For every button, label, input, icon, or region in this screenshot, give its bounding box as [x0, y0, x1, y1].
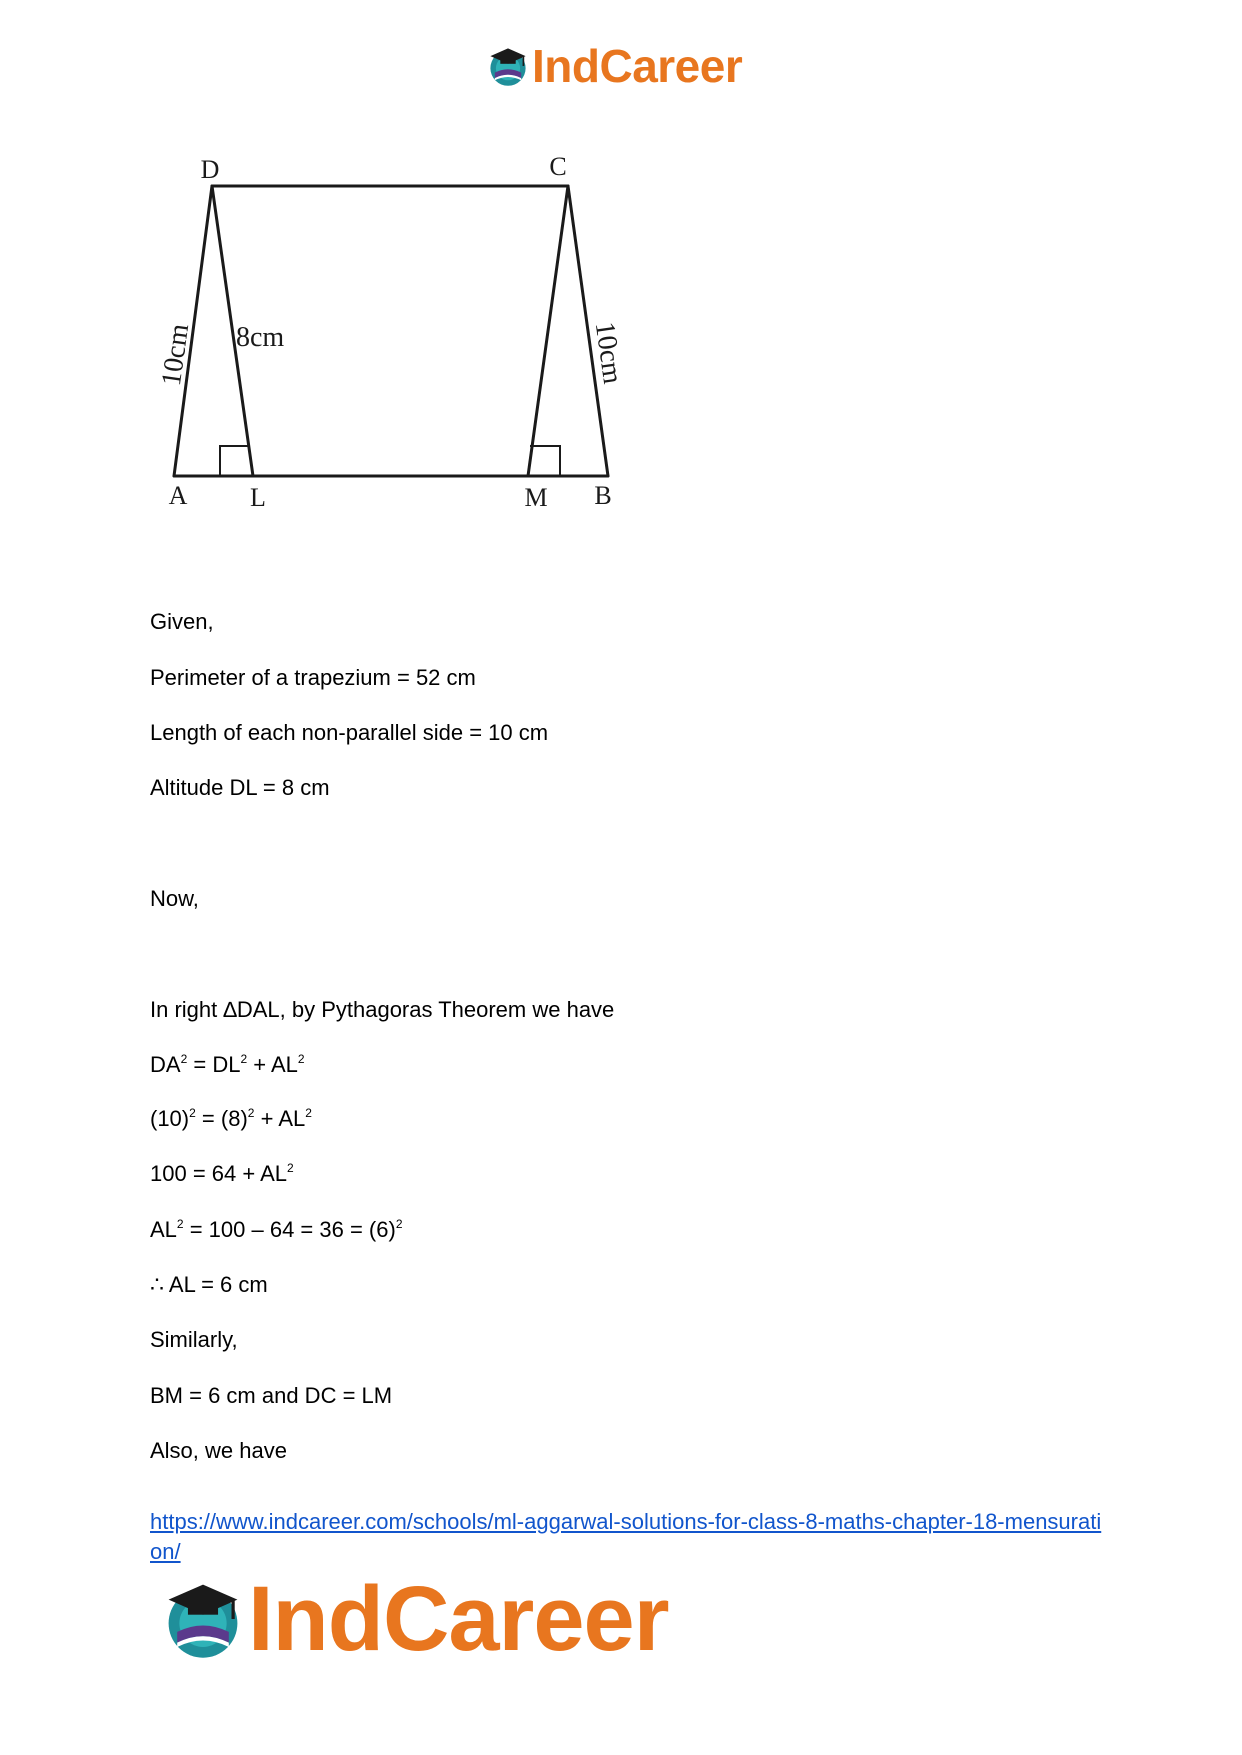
text-altitude: Altitude DL = 8 cm	[150, 775, 330, 800]
footer-logo	[160, 1568, 669, 1670]
equation-4: $AL^2 = 100 - 64 = 36 = (6)^2$	[150, 1217, 403, 1242]
right-angle-l	[220, 446, 250, 476]
text-bm: BM = 6 cm and DC = LM	[150, 1383, 393, 1408]
side-label-dl: 8cm	[236, 322, 285, 353]
right-angle-m	[530, 446, 560, 476]
text-nonparallel: Length of each non-parallel side = 10 cm	[150, 720, 549, 745]
graduation-cap-book-icon	[486, 44, 530, 88]
text-similarly: Similarly,	[150, 1327, 238, 1352]
vertex-label-d: D	[200, 155, 220, 184]
source-link[interactable]: https://www.indcareer.com/schools/ml-aggarwal-solutions-for-class-8-maths-chapter-18-mensuration/	[150, 1509, 1102, 1564]
logo-wordmark: IndCareer	[532, 40, 743, 92]
vertex-label-a: A	[168, 481, 188, 510]
side-label-cb: 10cm	[588, 319, 629, 386]
vertex-label-m: M	[524, 483, 548, 512]
vertex-label-c: C	[549, 152, 567, 181]
altitude-cm	[528, 186, 568, 476]
side-label-ad: 10cm	[155, 321, 196, 388]
text-pythagoras: In right ∆DAL, by Pythagoras Theorem we have	[150, 997, 615, 1022]
trapezium-figure	[150, 148, 630, 518]
vertex-label-b: B	[594, 481, 612, 510]
logo-wordmark: IndCareer	[248, 1568, 669, 1670]
equation-3: $100 = 64 + AL^2$	[150, 1161, 294, 1186]
header-logo	[486, 40, 742, 92]
graduation-cap-book-icon	[160, 1576, 246, 1662]
equation-2: $(10)^2 = (8)^2 + AL^2$	[150, 1106, 312, 1131]
text-therefore: ∴ AL = 6 cm	[150, 1272, 268, 1297]
equation-1: $DA^2 = DL^2 + AL^2$	[150, 1052, 305, 1077]
text-now: Now,	[150, 886, 199, 911]
text-perimeter: Perimeter of a trapezium = 52 cm	[150, 665, 476, 690]
text-also: Also, we have	[150, 1438, 287, 1463]
text-given: Given,	[150, 609, 214, 634]
vertex-label-l: L	[250, 483, 266, 512]
